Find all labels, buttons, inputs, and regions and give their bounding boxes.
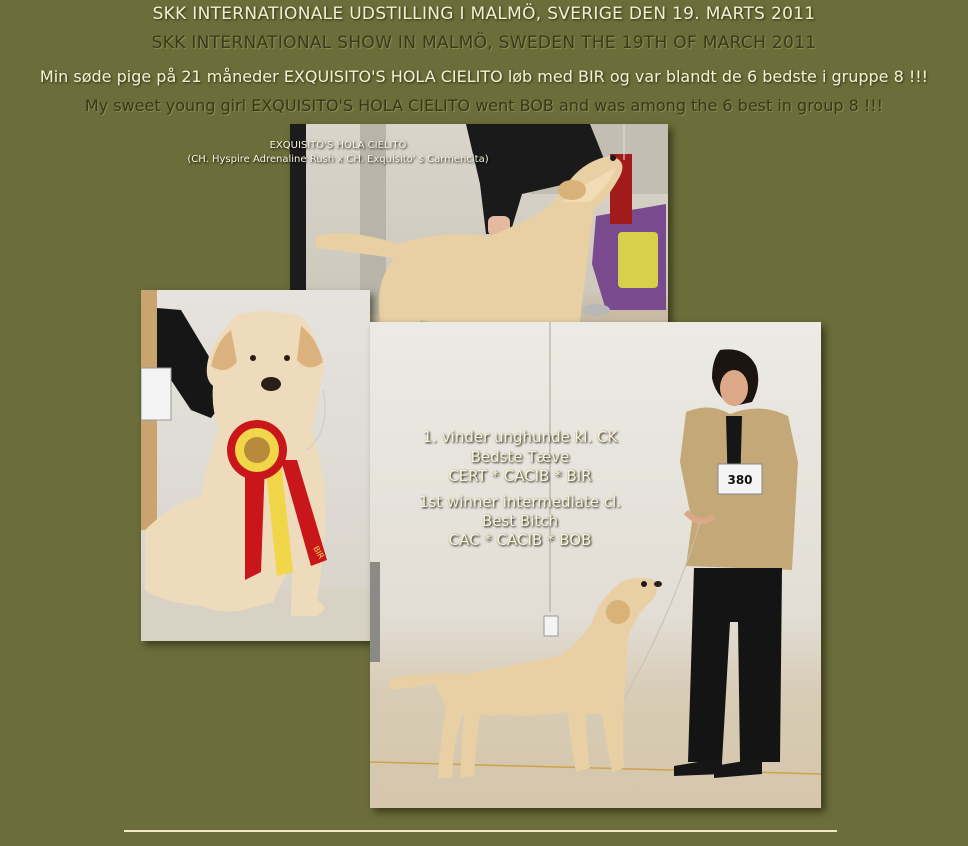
result-english-titles: CAC * CACIB * BOB xyxy=(448,531,592,549)
page-title-danish: SKK INTERNATIONALE UDSTILLING I MALMÖ, SVERIGE DEN 19. MARTS 2011 xyxy=(152,4,816,24)
photo-handler-with-dog-illustration xyxy=(370,322,821,808)
photo-dog-with-rosette-illustration xyxy=(141,290,370,641)
page-title-english: SKK INTERNATIONAL SHOW IN MALMÖ, SWEDEN THE 19TH OF MARCH 2011 xyxy=(151,33,817,53)
rosette-ribbon-label: BIR xyxy=(311,544,326,561)
result-danish-best-bitch: Bedste Tæve xyxy=(470,448,570,466)
photo-handler-with-dog xyxy=(370,322,821,808)
result-english-best-bitch: Best Bitch xyxy=(481,512,559,530)
result-english-class: 1st winner intermediate cl. xyxy=(418,493,622,511)
result-danish-class: 1. vinder unghunde kl. CK xyxy=(422,428,618,446)
subtitle-danish: Min søde pige på 21 måneder EXQUISITO'S HOLA CIELITO løb med BIR og var blandt de 6 bedste i gruppe 8 !!! xyxy=(39,67,929,86)
photo-dog-with-rosette xyxy=(141,290,370,641)
footer-divider xyxy=(124,830,837,832)
ring-number-label: 380 xyxy=(727,473,753,487)
dog-parentage-caption: (CH. Hyspire Adrenaline Rush x CH. Exquisito' s Carmencita) xyxy=(187,154,489,165)
dog-name-caption: EXQUISITO'S HOLA CIELITO xyxy=(269,140,407,151)
subtitle-english: My sweet young girl EXQUISITO'S HOLA CIELITO went BOB and was among the 6 best in group 8 !!! xyxy=(84,96,884,115)
result-danish-titles: CERT * CACIB * BIR xyxy=(448,467,592,485)
